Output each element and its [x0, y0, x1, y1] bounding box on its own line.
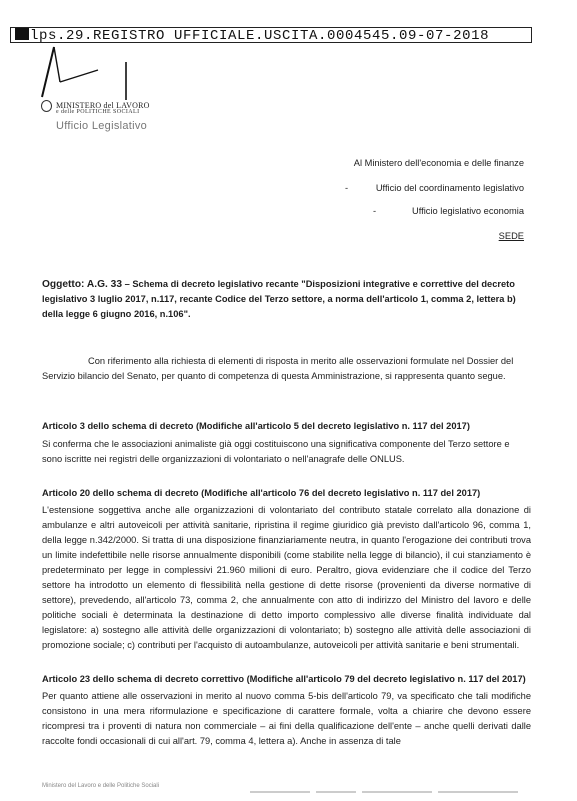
republic-emblem-icon	[41, 100, 52, 112]
article-20-body: L'estensione soggettiva anche alle organizzazioni di volontariato del contributo statale correlato alla donazione di ambulanze e altri autoveicoli per attività sanitarie, ripristina il regime giuridico già previsto dall'articolo 96, comma 1, della legge n.342/2000. Si tratta di una disposizione finanziariamente neutra, in quanto l'erogazione dei contributi trova un limite indefettibile nelle risorse annualmente disponibili (come stabilite nella legge di bilancio), il cui stanziamento è predeterminato per legge in complessivi 21.960 milioni di euro. Peraltro, giova evidenziare che il codice del Terzo settore ha introdotto un elemento di flessibilità nella gestione di dette risorse (provenienti da diverse normative di settore), prevedendo, all'articolo 73, comma 2, che annualmente con atto di indirizzo del Ministro del lavoro e delle politiche sociali è determinata la destinazione di detto importo complessivo alle diverse finalità individuate dal legislatore: a) sostegno alle attività delle organizzazioni di volontariato; b) sostegno alle attività delle associazioni di promozione sociale; c) contributi per l'acquisto di autoambulanze, autoveicoli per attività sanitarie e beni strumentali.	[42, 505, 531, 650]
addressee-dash-2: -	[373, 206, 377, 216]
article-3-body: Si conferma che le associazioni animaliste già oggi costituiscono una significativa componente del Terzo settore e sono iscritte nei registri delle organizzazioni di volontariato o nell'anagrafe delle ONLUS.	[42, 439, 510, 464]
ministry-name-2: e delle POLITICHE SOCIALI	[56, 109, 140, 115]
ministry-name: MINISTERO del LAVORO	[56, 101, 150, 110]
stamp-mark-icon	[15, 28, 29, 40]
addressee-legislative: Ufficio legislativo economia	[412, 206, 524, 216]
subject-text: – Schema di decreto legislativo recante "Disposizioni integrative e correttive del decreto legislativo 3 luglio 2017, n.117, recante Codice del Terzo settore, a norma dell'articolo 1, comma 2, lettera b) della legge 6 giugno 2016, n.106".	[42, 279, 516, 319]
logo-mark-icon	[40, 42, 140, 102]
footer-faint-text	[250, 783, 540, 789]
article-23-title: Articolo 23 dello schema di decreto correttivo (Modifiche all'articolo 79 del decreto legislativo n. 117 del 2017)	[42, 674, 526, 684]
addressee-ministry: Al Ministero dell'economia e delle finanze	[353, 158, 524, 168]
protocol-stamp	[10, 27, 532, 43]
subject	[42, 277, 531, 322]
article-20-title: Articolo 20 dello schema di decreto (Modifiche all'articolo 76 del decreto legislativo n. 117 del 2017)	[42, 488, 481, 498]
addressee-seat: SEDE	[498, 231, 524, 241]
addressee-dash-1: -	[345, 183, 349, 193]
ministry-logo	[40, 42, 150, 137]
article-23-body: Per quanto attiene alle osservazioni in merito al nuovo comma 5-bis dell'articolo 79, va specificato che tali modifiche consistono in una mera riformulazione e specificazione di carattere formale, volta a chiarire che devono essere ricompresi tra i proventi di natura non commerciale – ai fini della qualificazione dell'ente – anche quelli derivati dalle raccolte fondi occasionali di cui all'art. 79, comma 4, lettera a). Anche in assenza di tale	[42, 691, 531, 746]
footer-ministry: Ministero del Lavoro e delle Politiche Sociali	[42, 783, 160, 789]
article-3-title: Articolo 3 dello schema di decreto (Modifiche all'articolo 5 del decreto legislativo n. 117 del 2017)	[42, 421, 470, 431]
addressee-coordination: Ufficio del coordinamento legislativo	[375, 183, 524, 193]
subject-lead: Oggetto: A.G. 33	[42, 279, 122, 290]
protocol-text: lps.29.REGISTRO UFFICIALE.USCITA.0004545.09-07-2018	[30, 28, 490, 43]
intro-paragraph: Con riferimento alla richiesta di elementi di risposta in merito alle osservazioni formulate nel Dossier del Servizio bilancio del Senato, per quanto di competenza di questa Amministrazione, si rappresenta quanto segue.	[42, 356, 514, 381]
office-name: Ufficio Legislativo	[56, 120, 148, 132]
